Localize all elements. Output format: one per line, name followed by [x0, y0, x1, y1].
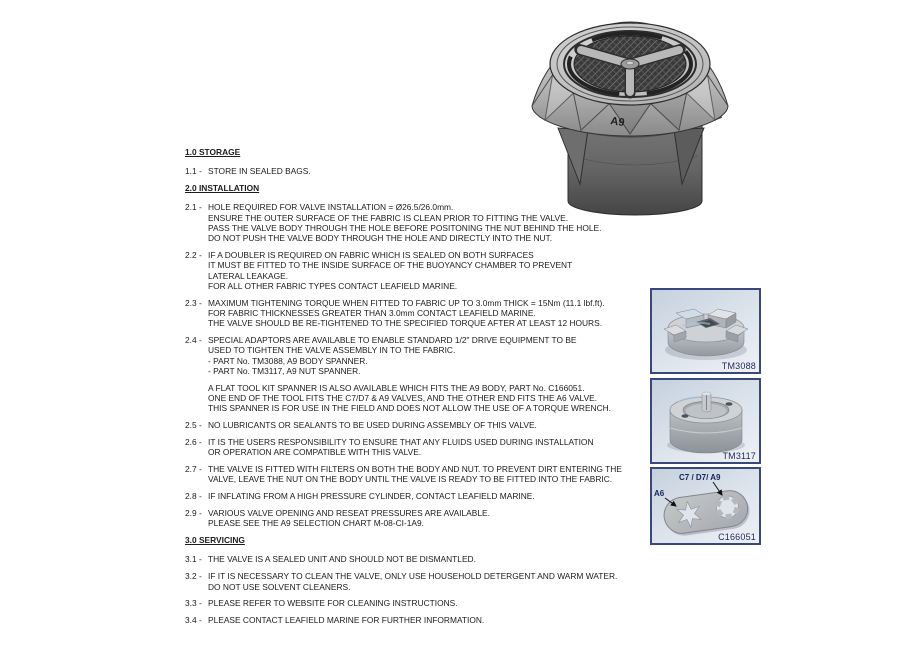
text-line: MAXIMUM TIGHTENING TORQUE WHEN FITTED TO FABRIC UP TO 3.0mm THICK = 15Nm (11.1 lbf.ft).: [208, 297, 605, 308]
text-line: STORE IN SEALED BAGS.: [208, 166, 311, 177]
item-text: [208, 202, 601, 243]
item-text: [208, 335, 577, 376]
item-number: 2.1 -: [185, 202, 202, 213]
item-number: 2.7 -: [185, 464, 202, 475]
item-number: 3.4 -: [185, 615, 202, 626]
body-spanner-drawing: [652, 290, 759, 372]
text-line: PASS THE VALVE BODY THROUGH THE HOLE BEFORE POSITONING THE NUT BEHIND THE HOLE.: [208, 222, 602, 233]
nut-spanner-drawing: [652, 380, 759, 462]
doc-item: [185, 383, 665, 414]
item-text: [208, 571, 617, 592]
doc-item: [185, 571, 665, 592]
item-text: [208, 508, 490, 529]
text-line: IT IS THE USERS RESPONSIBILITY TO ENSURE THAT ANY FLUIDS USED DURING INSTALLATION: [208, 437, 594, 448]
text-line: IF A DOUBLER IS REQUIRED ON FABRIC WHICH IS SEALED ON BOTH SURFACES: [208, 250, 534, 261]
item-text: [208, 464, 622, 485]
item-text: [208, 491, 535, 501]
text-line: A FLAT TOOL KIT SPANNER IS ALSO AVAILABLE WHICH FITS THE A9 BODY, PART No. C166051.: [208, 382, 585, 393]
sections: [185, 147, 665, 625]
text-line: FOR ALL OTHER FABRIC TYPES CONTACT LEAFIELD MARINE.: [208, 280, 458, 291]
item-text: [208, 383, 611, 414]
text-line: DO NOT USE SOLVENT CLEANERS.: [208, 581, 351, 592]
item-number: 2.9 -: [185, 508, 202, 519]
doc-item: [185, 464, 665, 485]
item-text: [208, 598, 458, 608]
text-line: THE VALVE IS A SEALED UNIT AND SHOULD NOT BE DISMANTLED.: [208, 554, 476, 565]
item-number: 2.5 -: [185, 420, 202, 431]
text-line: IF INFLATING FROM A HIGH PRESSURE CYLINDER, CONTACT LEAFIELD MARINE.: [208, 491, 535, 502]
text-line: VALVE, LEAVE THE NUT ON THE BODY UNTIL THE VALVE IS READY TO BE FITTED INTO THE FABRIC.: [208, 474, 613, 485]
doc-item: [185, 554, 665, 564]
doc-item: [185, 615, 665, 625]
item-number: 1.1 -: [185, 166, 202, 177]
item-number: 2.2 -: [185, 250, 202, 261]
doc-item: [185, 437, 665, 458]
body-spanner-label: TM3088: [721, 361, 756, 371]
text-line: - PART No. TM3088, A9 BODY SPANNER.: [208, 355, 368, 366]
doc-item: [185, 335, 665, 376]
annotation-a6: A6: [654, 489, 665, 498]
text-line: ONE END OF THE TOOL FITS THE C7/D7 & A9 VALVES, AND THE OTHER END FITS THE A6 VALVE.: [208, 393, 598, 404]
doc-item: [185, 491, 665, 501]
flat-spanner-label: C166051: [718, 532, 756, 542]
text-line: SPECIAL ADAPTORS ARE AVAILABLE TO ENABLE STANDARD 1/2" DRIVE EQUIPMENT TO BE: [208, 335, 577, 346]
body-spanner-photo: [650, 288, 761, 374]
text-line: PLEASE CONTACT LEAFIELD MARINE FOR FURTHER INFORMATION.: [208, 615, 485, 626]
item-text: [208, 420, 537, 430]
text-line: IT MUST BE FITTED TO THE INSIDE SURFACE OF THE BUOYANCY CHAMBER TO PREVENT: [208, 260, 573, 271]
text-line: OR OPERATION ARE COMPATIBLE WITH THIS VALVE.: [208, 447, 422, 458]
item-number: 3.3 -: [185, 598, 202, 609]
text-line: PLEASE SEE THE A9 SELECTION CHART M-08-CI-1A9.: [208, 518, 424, 529]
item-text: [208, 615, 484, 625]
section-heading: 1.0 STORAGE: [185, 147, 241, 157]
doc-item: [185, 166, 665, 176]
doc-item: [185, 250, 665, 291]
doc-item: [185, 298, 665, 329]
item-text: [208, 166, 311, 176]
item-text: [208, 298, 605, 329]
doc-item: [185, 508, 665, 529]
section-heading: 3.0 SERVICING: [185, 535, 245, 546]
item-number: 2.8 -: [185, 491, 202, 502]
valve-model-marking: A9: [609, 115, 626, 130]
item-number: 2.4 -: [185, 335, 202, 346]
doc-item: [185, 202, 665, 243]
doc-item: [185, 598, 665, 608]
nut-spanner-photo: [650, 378, 761, 464]
text-line: THE VALVE SHOULD BE RE-TIGHTENED TO THE SPECIFIED TORQUE AFTER AT LEAST 12 HOURS.: [208, 318, 603, 329]
text-line: THE VALVE IS FITTED WITH FILTERS ON BOTH THE BODY AND NUT. TO PREVENT DIRT ENTERING THE: [208, 464, 622, 475]
doc-item: [185, 420, 665, 430]
text-line: - PART No. TM3117, A9 NUT SPANNER.: [208, 366, 361, 377]
text-line: FOR FABRIC THICKNESSES GREATER THAN 3.0mm CONTACT LEAFIELD MARINE.: [208, 308, 536, 319]
nut-spanner-label: TM3117: [722, 451, 756, 461]
flat-spanner-photo: [650, 467, 761, 545]
text-line: HOLE REQUIRED FOR VALVE INSTALLATION = Ø26.5/26.0mm.: [208, 202, 454, 213]
item-number: 2.3 -: [185, 297, 202, 308]
item-number: 2.6 -: [185, 437, 202, 448]
text-line: LATERAL LEAKAGE.: [208, 270, 289, 281]
item-text: [208, 554, 476, 564]
text-line: NO LUBRICANTS OR SEALANTS TO BE USED DURING ASSEMBLY OF THIS VALVE.: [208, 420, 537, 431]
item-number: [185, 383, 208, 414]
text-line: ENSURE THE OUTER SURFACE OF THE FABRIC IS CLEAN PRIOR TO FITTING THE VALVE.: [208, 212, 569, 223]
text-line: USED TO TIGHTEN THE VALVE ASSEMBLY IN TO THE FABRIC.: [208, 345, 456, 356]
text-line: THIS SPANNER IS FOR USE IN THE FIELD AND DOES NOT ALLOW THE USE OF A TORQUE WRENCH.: [208, 403, 612, 414]
item-number: 3.2 -: [185, 571, 202, 582]
text-line: DO NOT PUSH THE VALVE BODY THROUGH THE HOLE AND DIRECTLY INTO THE NUT.: [208, 233, 553, 244]
text-line: PLEASE REFER TO WEBSITE FOR CLEANING INSTRUCTIONS.: [208, 598, 458, 609]
section-heading: 2.0 INSTALLATION: [185, 183, 260, 194]
item-text: [208, 437, 594, 458]
text-line: IF IT IS NECESSARY TO CLEAN THE VALVE, ONLY USE HOUSEHOLD DETERGENT AND WARM WATER.: [208, 571, 618, 582]
annotation-c7d7a9: C7 / D7/ A9: [679, 473, 721, 482]
valve-cap-grille: [550, 23, 710, 105]
item-number: 3.1 -: [185, 554, 202, 565]
document-text: [185, 145, 665, 632]
text-line: VARIOUS VALVE OPENING AND RESEAT PRESSURES ARE AVAILABLE.: [208, 508, 490, 519]
item-text: [208, 250, 572, 291]
